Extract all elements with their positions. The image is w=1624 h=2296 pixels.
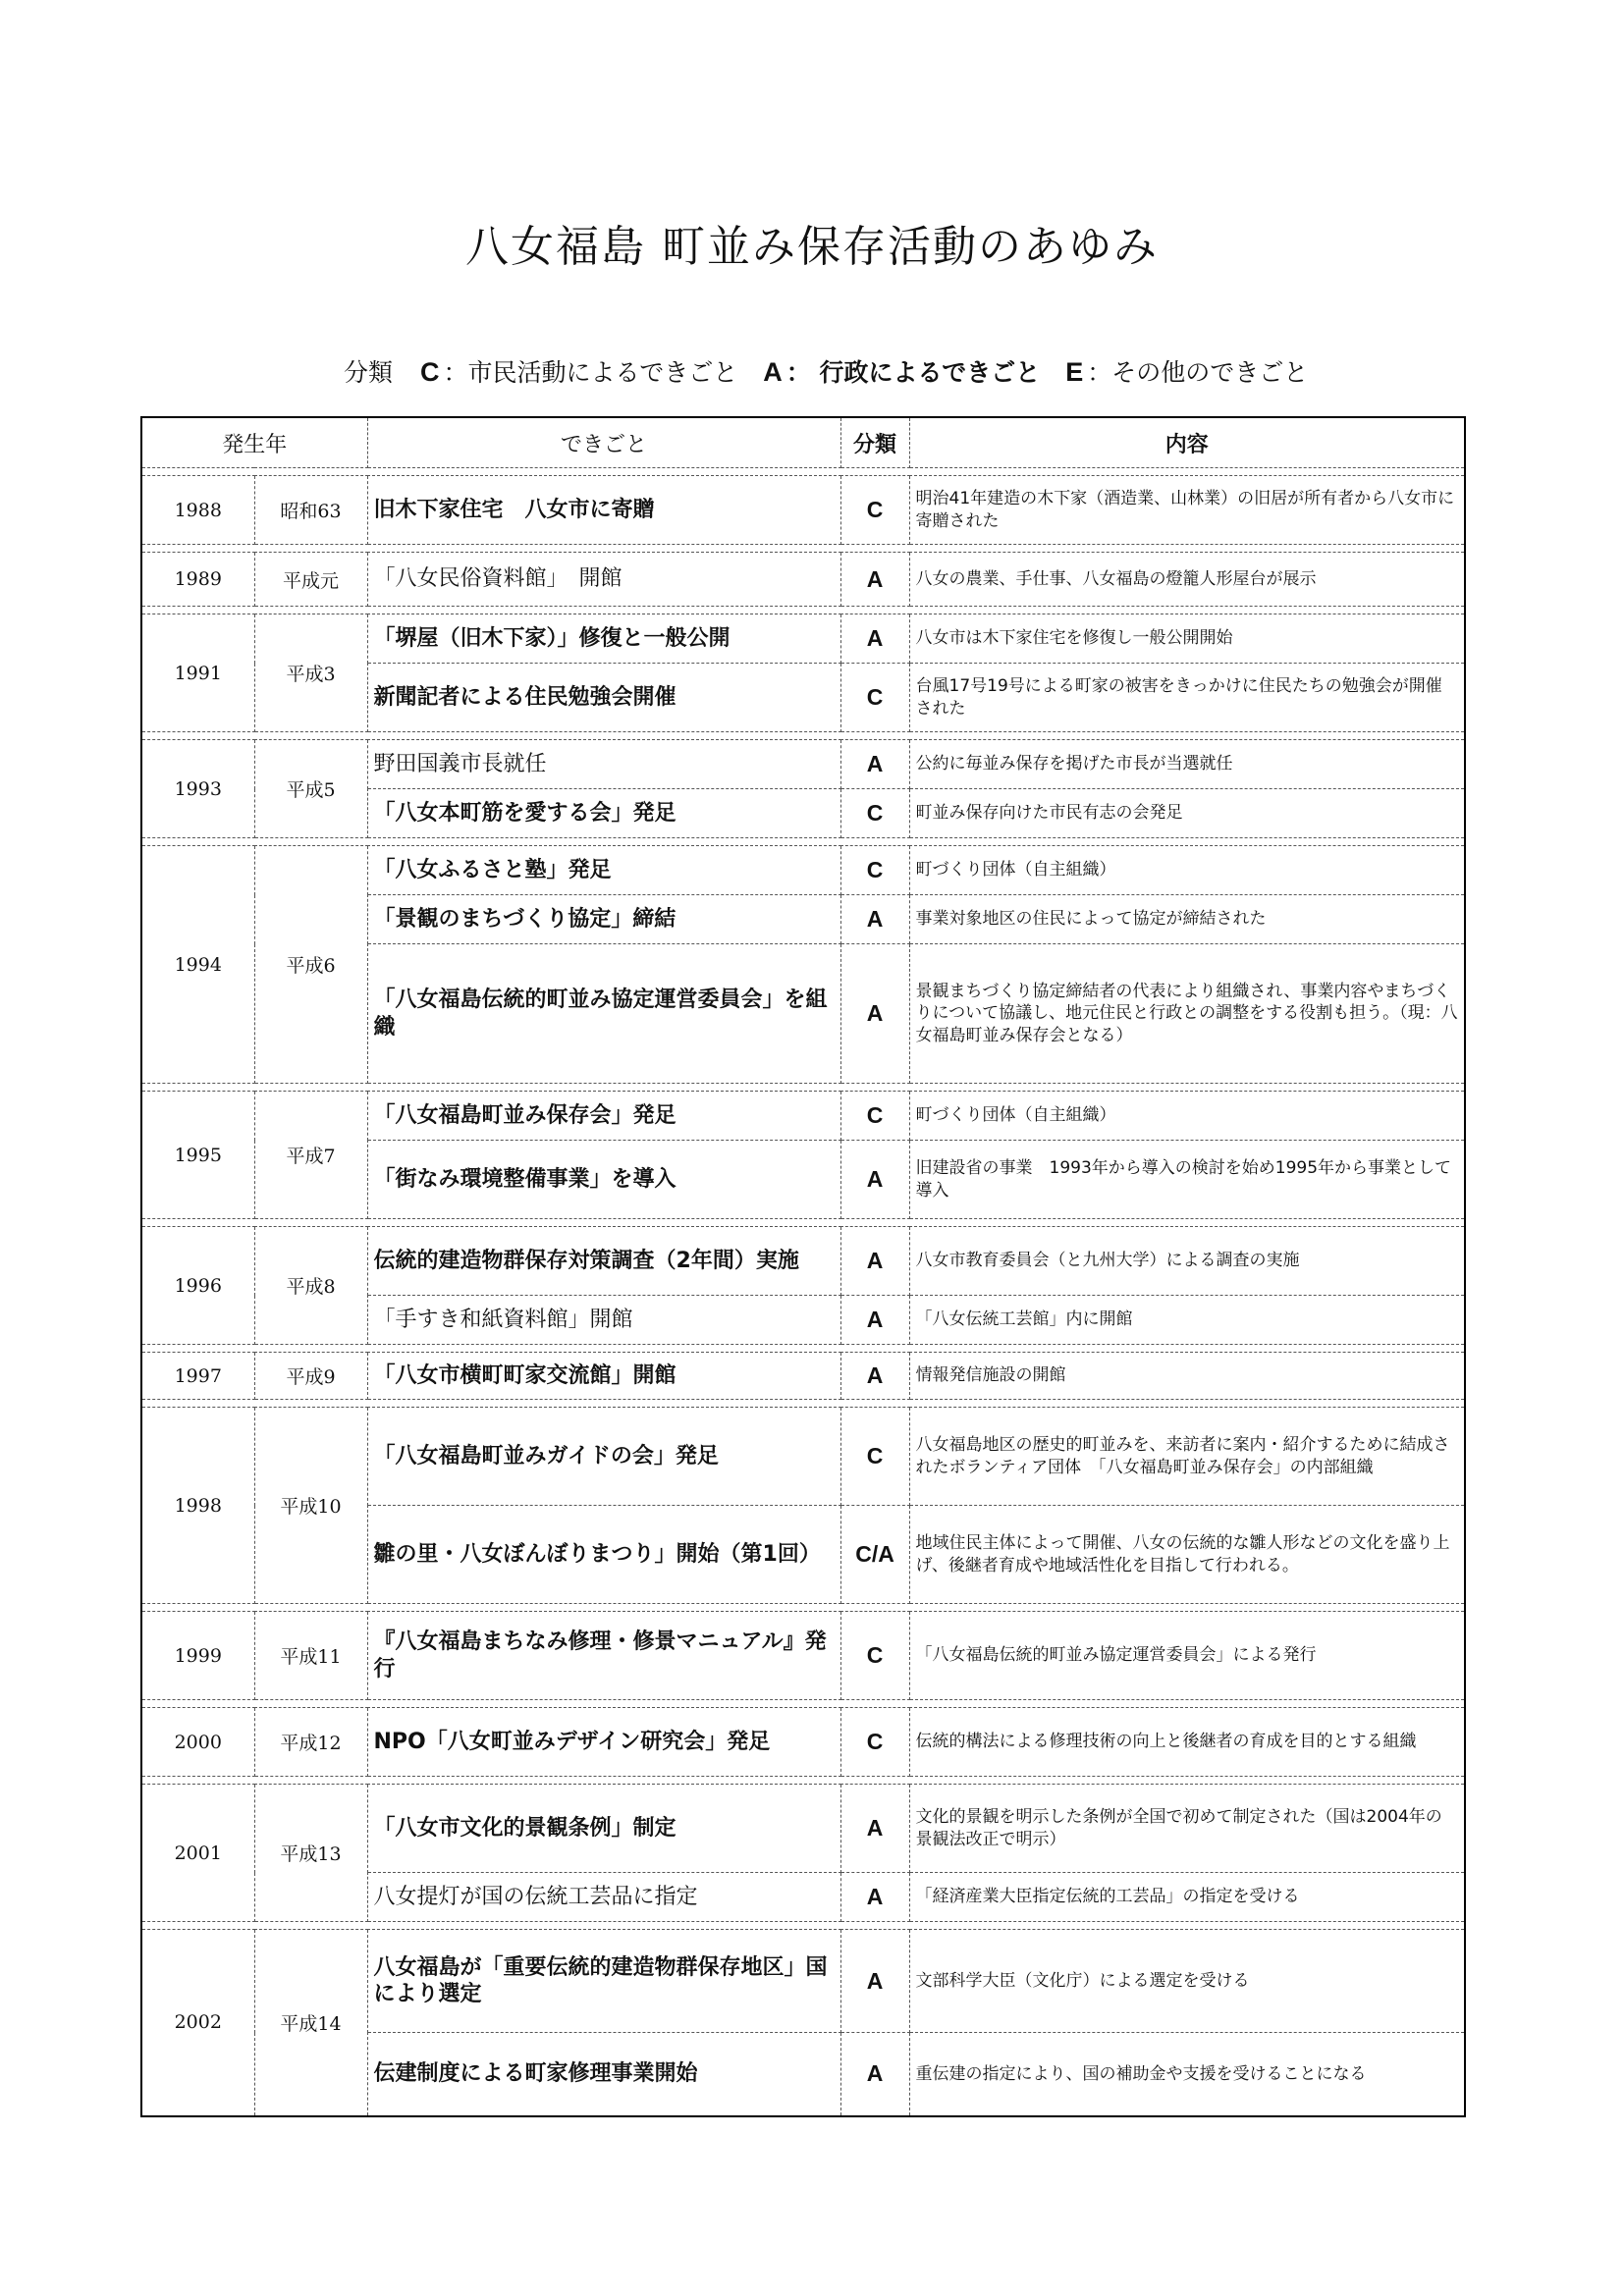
year-cell: 1993: [141, 740, 254, 838]
legend-code-e: E: [1065, 357, 1084, 387]
category-cell: A: [840, 895, 909, 944]
legend-code-c: C: [420, 357, 440, 387]
era-cell: 平成元: [254, 553, 367, 607]
content-cell: 八女市は木下家住宅を修復し一般公開開始: [909, 614, 1465, 664]
era-cell: 平成10: [254, 1408, 367, 1604]
event-cell: 伝統的建造物群保存対策調査（2年間）実施: [367, 1227, 840, 1296]
content-cell: 八女の農業、手仕事、八女福島の燈籠人形屋台が展示: [909, 553, 1465, 607]
table-row: [141, 846, 1465, 895]
legend-code-a: A: [763, 357, 783, 387]
content-cell: 公約に毎並み保存を掲げた市長が当選就任: [909, 740, 1465, 789]
category-cell: C: [840, 1708, 909, 1777]
page-title: 八女福島 町並み保存活動のあゆみ: [465, 222, 1159, 272]
year-cell: 1994: [141, 846, 254, 1084]
table-row: [141, 476, 1465, 545]
content-cell: 町づくり団体（自主組織）: [909, 1092, 1465, 1141]
category-cell: A: [840, 614, 909, 664]
category-cell: C: [840, 664, 909, 732]
header-year: 発生年: [141, 417, 367, 468]
year-cell: 1999: [141, 1612, 254, 1700]
content-cell: 町並み保存向けた市民有志の会発足: [909, 789, 1465, 838]
era-cell: 平成9: [254, 1353, 367, 1400]
row-separator: [141, 607, 1465, 614]
category-cell: C: [840, 846, 909, 895]
year-cell: 1989: [141, 553, 254, 607]
era-cell: 平成14: [254, 1930, 367, 2116]
history-table: [140, 416, 1466, 2117]
event-cell: 『八女福島まちなみ修理・修景マニュアル』発行: [367, 1612, 840, 1700]
table-row: [141, 1353, 1465, 1400]
era-cell: 平成12: [254, 1708, 367, 1777]
event-cell: 「八女民俗資料館」 開館: [367, 553, 840, 607]
row-separator: [141, 1604, 1465, 1612]
era-cell: 平成11: [254, 1612, 367, 1700]
content-cell: 「八女福島伝統的町並み協定運営委員会」による発行: [909, 1612, 1465, 1700]
table-row: [141, 1092, 1465, 1141]
era-cell: 平成7: [254, 1092, 367, 1219]
content-cell: 地域住民主体によって開催、八女の伝統的な雛人形などの文化を盛り上げ、後継者育成や地域活性化を目指して行われる。: [909, 1506, 1465, 1604]
event-cell: NPO「八女町並みデザイン研究会」発足: [367, 1708, 840, 1777]
year-cell: 1998: [141, 1408, 254, 1604]
category-cell: A: [840, 1227, 909, 1296]
year-cell: 2002: [141, 1930, 254, 2116]
content-cell: 事業対象地区の住民によって協定が締結された: [909, 895, 1465, 944]
table-row: [141, 553, 1465, 607]
header-content: 内容: [909, 417, 1465, 468]
event-cell: 「八女福島伝統的町並み協定運営委員会」を組織: [367, 944, 840, 1084]
category-legend: [344, 353, 1473, 389]
event-cell: 旧木下家住宅 八女市に寄贈: [367, 476, 840, 545]
event-cell: 「街なみ環境整備事業」を導入: [367, 1141, 840, 1219]
category-cell: A: [840, 1296, 909, 1345]
event-cell: 「手すき和紙資料館」開館: [367, 1296, 840, 1345]
category-cell: C: [840, 789, 909, 838]
year-cell: 1991: [141, 614, 254, 732]
event-cell: 伝建制度による町家修理事業開始: [367, 2033, 840, 2116]
year-cell: 2000: [141, 1708, 254, 1777]
content-cell: 「経済産業大臣指定伝統的工芸品」の指定を受ける: [909, 1873, 1465, 1922]
header-category: 分類: [840, 417, 909, 468]
category-cell: A: [840, 944, 909, 1084]
row-separator: [141, 468, 1465, 476]
row-separator: [141, 1219, 1465, 1227]
content-cell: 台風17号19号による町家の被害をきっかけに住民たちの勉強会が開催された: [909, 664, 1465, 732]
year-cell: 1996: [141, 1227, 254, 1345]
year-cell: 2001: [141, 1785, 254, 1922]
category-cell: A: [840, 740, 909, 789]
event-cell: 「八女本町筋を愛する会」発足: [367, 789, 840, 838]
content-cell: 情報発信施設の開館: [909, 1353, 1465, 1400]
year-cell: 1997: [141, 1353, 254, 1400]
category-cell: A: [840, 1785, 909, 1873]
era-cell: 昭和63: [254, 476, 367, 545]
era-cell: 平成13: [254, 1785, 367, 1922]
legend-prefix: 分類: [344, 358, 394, 387]
table-row: [141, 740, 1465, 789]
row-separator: [141, 1777, 1465, 1785]
event-cell: 「八女市横町町家交流館」開館: [367, 1353, 840, 1400]
year-cell: 1988: [141, 476, 254, 545]
row-separator: [141, 1922, 1465, 1930]
era-cell: 平成8: [254, 1227, 367, 1345]
table-row: [141, 1708, 1465, 1777]
table-row: [141, 1227, 1465, 1296]
row-separator: [141, 545, 1465, 553]
era-cell: 平成5: [254, 740, 367, 838]
category-cell: C/A: [840, 1506, 909, 1604]
table-row: [141, 1785, 1465, 1873]
content-cell: 文化的景観を明示した条例が全国で初めて制定された（国は2004年の景観法改正で明示）: [909, 1785, 1465, 1873]
table-header-row: [141, 417, 1465, 468]
event-cell: 「八女福島町並みガイドの会」発足: [367, 1408, 840, 1506]
content-cell: 文部科学大臣（文化庁）による選定を受ける: [909, 1930, 1465, 2033]
table-row: [141, 1930, 1465, 2033]
content-cell: 八女市教育委員会（と九州大学）による調査の実施: [909, 1227, 1465, 1296]
category-cell: A: [840, 1873, 909, 1922]
content-cell: 明治41年建造の木下家（酒造業、山林業）の旧居が所有者から八女市に寄贈された: [909, 476, 1465, 545]
content-cell: 旧建設省の事業 1993年から導入の検討を始め1995年から事業として導入: [909, 1141, 1465, 1219]
event-cell: 「八女市文化的景観条例」制定: [367, 1785, 840, 1873]
table-row: [141, 1612, 1465, 1700]
legend-text-a: ： 行政によるできごと: [785, 358, 1041, 387]
content-cell: 「八女伝統工芸館」内に開館: [909, 1296, 1465, 1345]
category-cell: A: [840, 553, 909, 607]
event-cell: 新聞記者による住民勉強会開催: [367, 664, 840, 732]
event-cell: 「八女福島町並み保存会」発足: [367, 1092, 840, 1141]
category-cell: A: [840, 1353, 909, 1400]
legend-text-e: ：その他のできごと: [1087, 358, 1309, 387]
category-cell: A: [840, 2033, 909, 2116]
event-cell: 八女提灯が国の伝統工芸品に指定: [367, 1873, 840, 1922]
table-row: [141, 614, 1465, 664]
year-cell: 1995: [141, 1092, 254, 1219]
content-cell: 伝統的構法による修理技術の向上と後継者の育成を目的とする組織: [909, 1708, 1465, 1777]
era-cell: 平成3: [254, 614, 367, 732]
legend-text-c: ：市民活動によるできごと: [443, 358, 738, 387]
event-cell: 「景観のまちづくり協定」締結: [367, 895, 840, 944]
row-separator: [141, 1084, 1465, 1092]
content-cell: 八女福島地区の歴史的町並みを、来訪者に案内・紹介するために結成されたボランティア団体 「八女福島町並み保存会」の内部組織: [909, 1408, 1465, 1506]
row-separator: [141, 1400, 1465, 1408]
row-separator: [141, 732, 1465, 740]
row-separator: [141, 838, 1465, 846]
row-separator: [141, 1700, 1465, 1708]
event-cell: 雛の里・八女ぼんぼりまつり」開始（第1回）: [367, 1506, 840, 1604]
header-event: できごと: [367, 417, 840, 468]
content-cell: 町づくり団体（自主組織）: [909, 846, 1465, 895]
category-cell: C: [840, 1612, 909, 1700]
event-cell: 八女福島が「重要伝統的建造物群保存地区」国により選定: [367, 1930, 840, 2033]
category-cell: A: [840, 1141, 909, 1219]
category-cell: C: [840, 1092, 909, 1141]
category-cell: C: [840, 1408, 909, 1506]
row-separator: [141, 1345, 1465, 1353]
content-cell: 景観まちづくり協定締結者の代表により組織され、事業内容やまちづくりについて協議し、地元住民と行政との調整をする役割も担う。（現：八女福島町並み保存会となる）: [909, 944, 1465, 1084]
category-cell: A: [840, 1930, 909, 2033]
event-cell: 「堺屋（旧木下家）」修復と一般公開: [367, 614, 840, 664]
table-row: [141, 1408, 1465, 1506]
content-cell: 重伝建の指定により、国の補助金や支援を受けることになる: [909, 2033, 1465, 2116]
era-cell: 平成6: [254, 846, 367, 1084]
event-cell: 野田国義市長就任: [367, 740, 840, 789]
category-cell: C: [840, 476, 909, 545]
event-cell: 「八女ふるさと塾」発足: [367, 846, 840, 895]
